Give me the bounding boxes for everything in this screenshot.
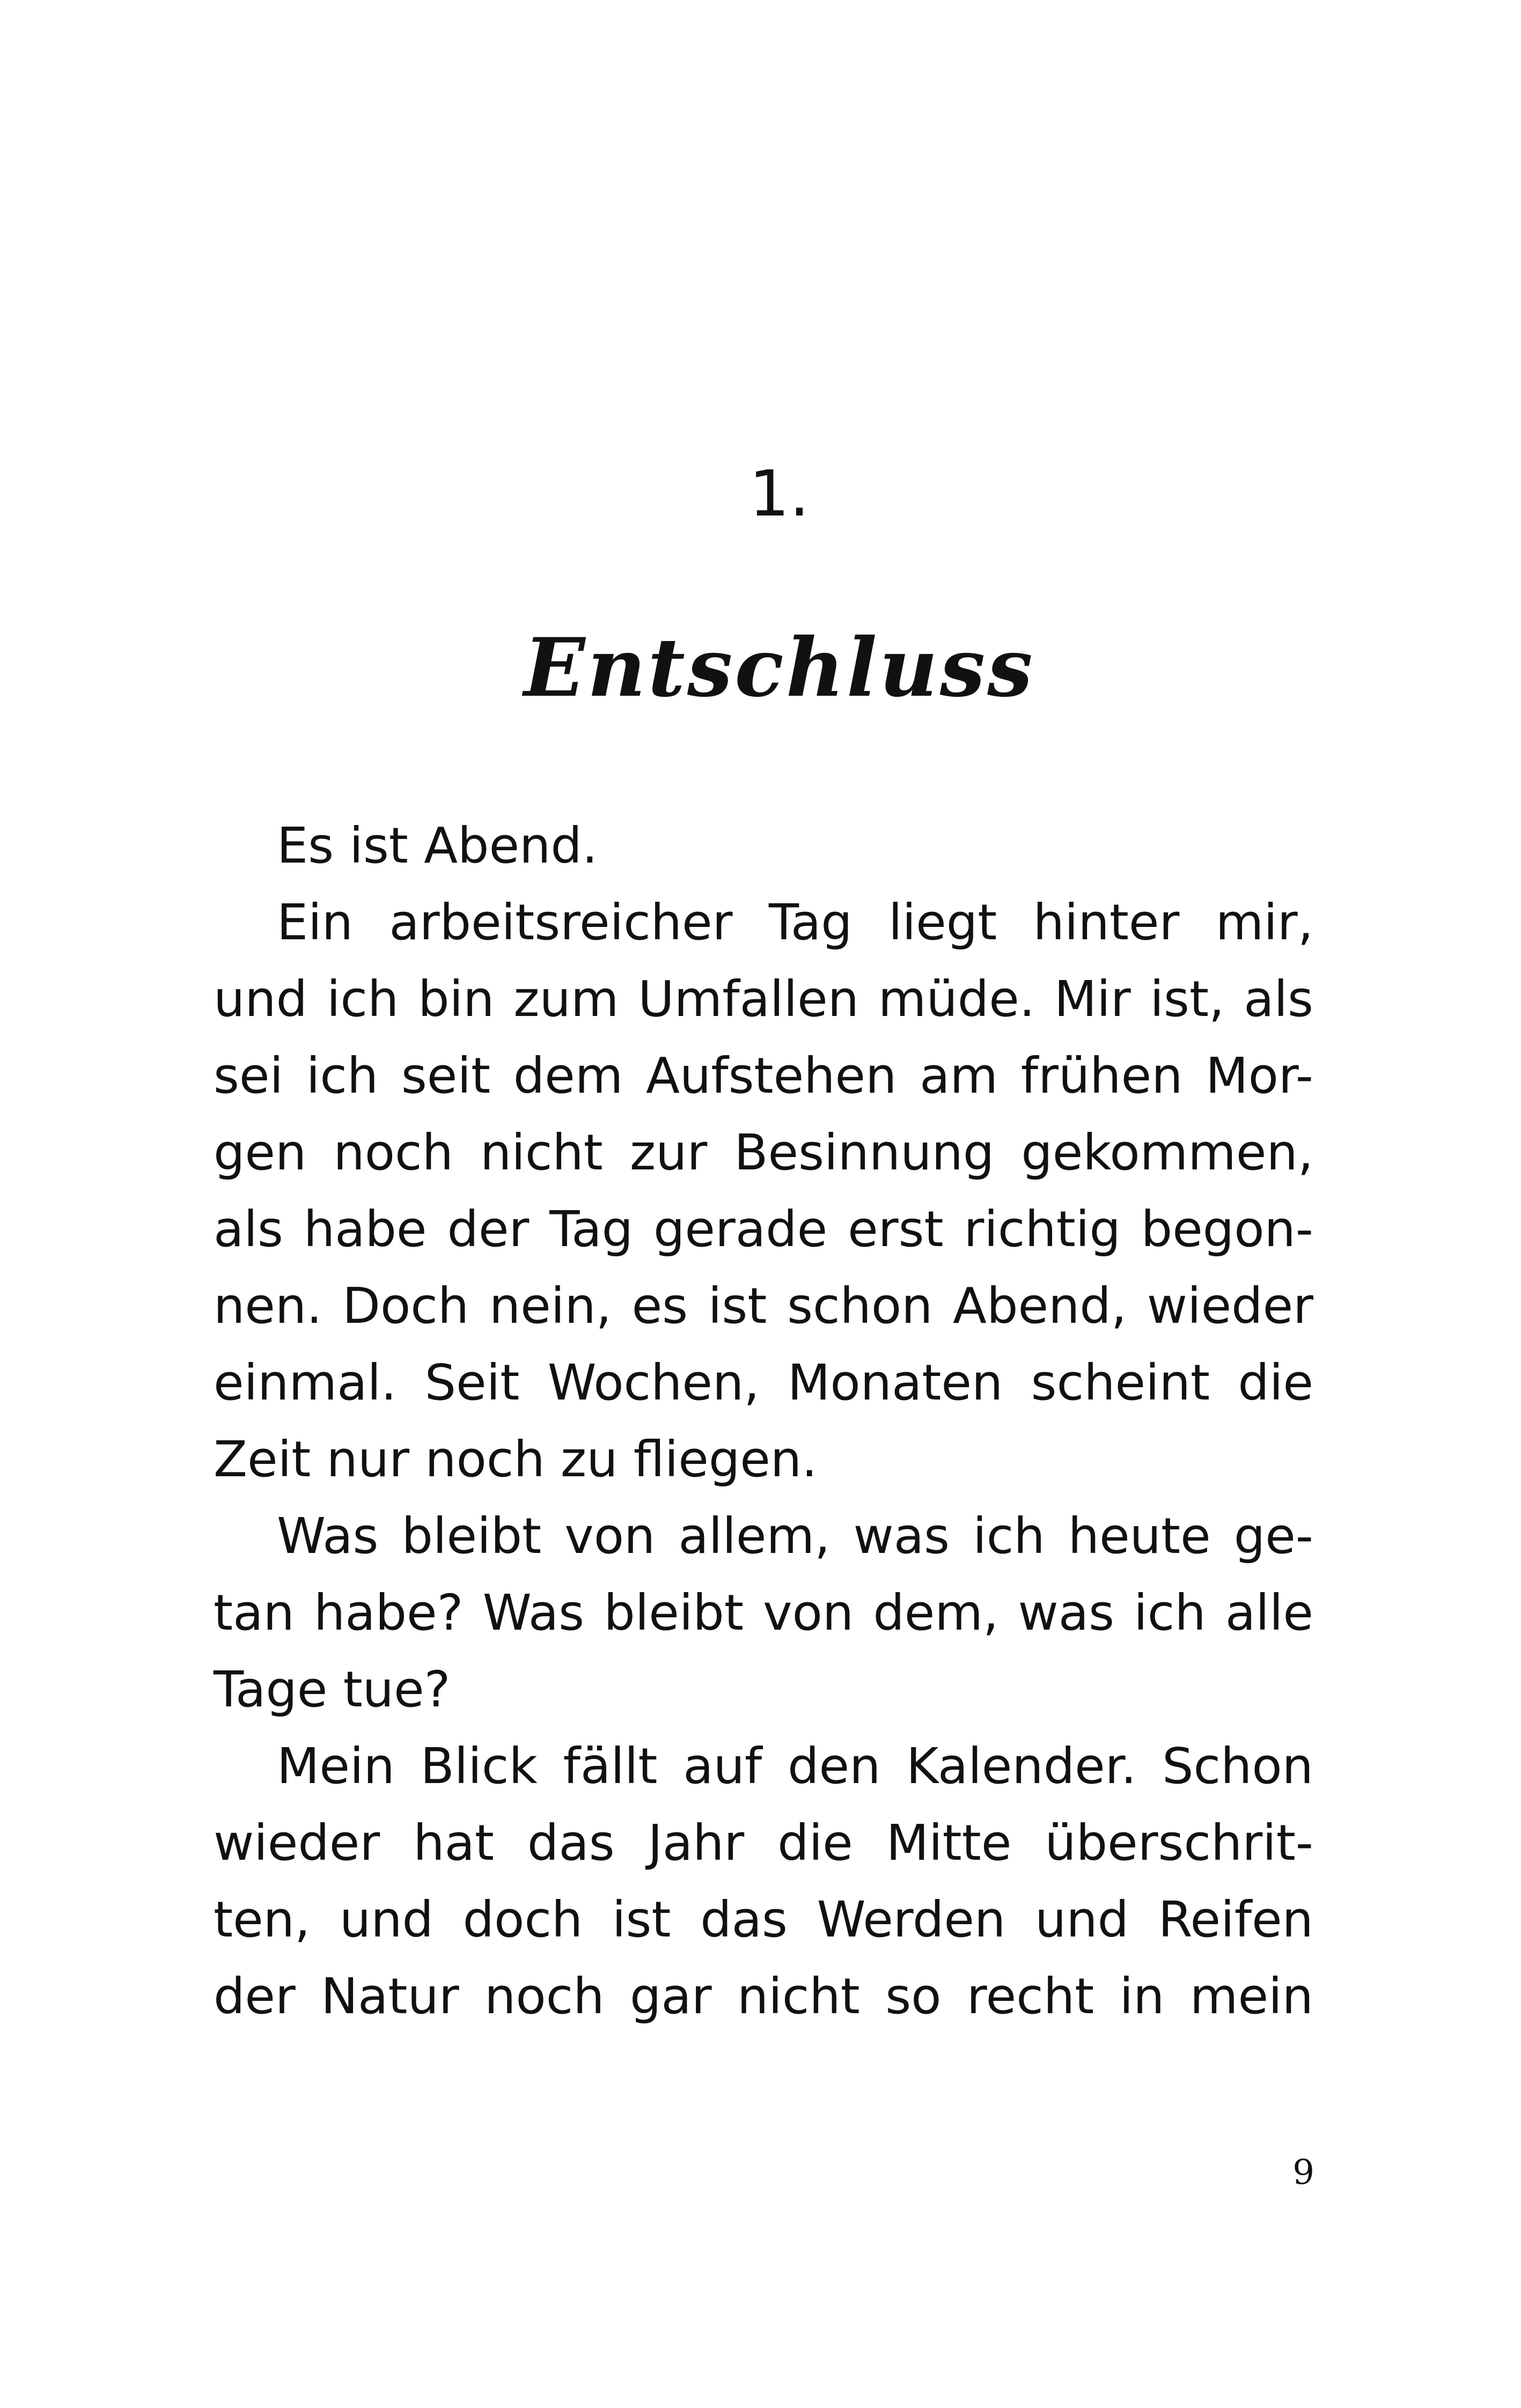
text-line: Mein Blick fällt auf den Kalender. Schon	[277, 1737, 1313, 1795]
chapter-title: Entschluss	[524, 621, 1035, 715]
text-line: als habe der Tag gerade erst richtig begon-	[214, 1201, 1313, 1258]
text-line: Tage tue?	[214, 1661, 451, 1718]
body-text	[214, 807, 1313, 2035]
text-line: tan habe? Was bleibt von dem, was ich alle	[214, 1584, 1313, 1641]
text-line: gen noch nicht zur Besinnung gekommen,	[214, 1124, 1313, 1181]
text-line: sei ich seit dem Aufstehen am frühen Mor-	[214, 1047, 1313, 1104]
chapter-number: 1.	[749, 456, 810, 531]
text-line: Was bleibt von allem, was ich heute ge-	[277, 1507, 1313, 1565]
text-line: Ein arbeitsreicher Tag liegt hinter mir,	[277, 894, 1313, 951]
text-line: einmal. Seit Wochen, Monaten scheint die	[214, 1354, 1313, 1411]
text-line: Es ist Abend.	[277, 817, 598, 874]
text-line: Zeit nur noch zu fliegen.	[214, 1431, 818, 1488]
page-number: 9	[1292, 2153, 1314, 2192]
text-line: wieder hat das Jahr die Mitte überschrit-	[214, 1814, 1313, 1872]
text-line: ten, und doch ist das Werden und Reifen	[214, 1891, 1313, 1948]
text-line: und ich bin zum Umfallen müde. Mir ist, als	[214, 970, 1313, 1028]
text-line: nen. Doch nein, es ist schon Abend, wieder	[214, 1277, 1313, 1335]
text-line: der Natur noch gar nicht so recht in mein	[214, 1968, 1313, 2025]
